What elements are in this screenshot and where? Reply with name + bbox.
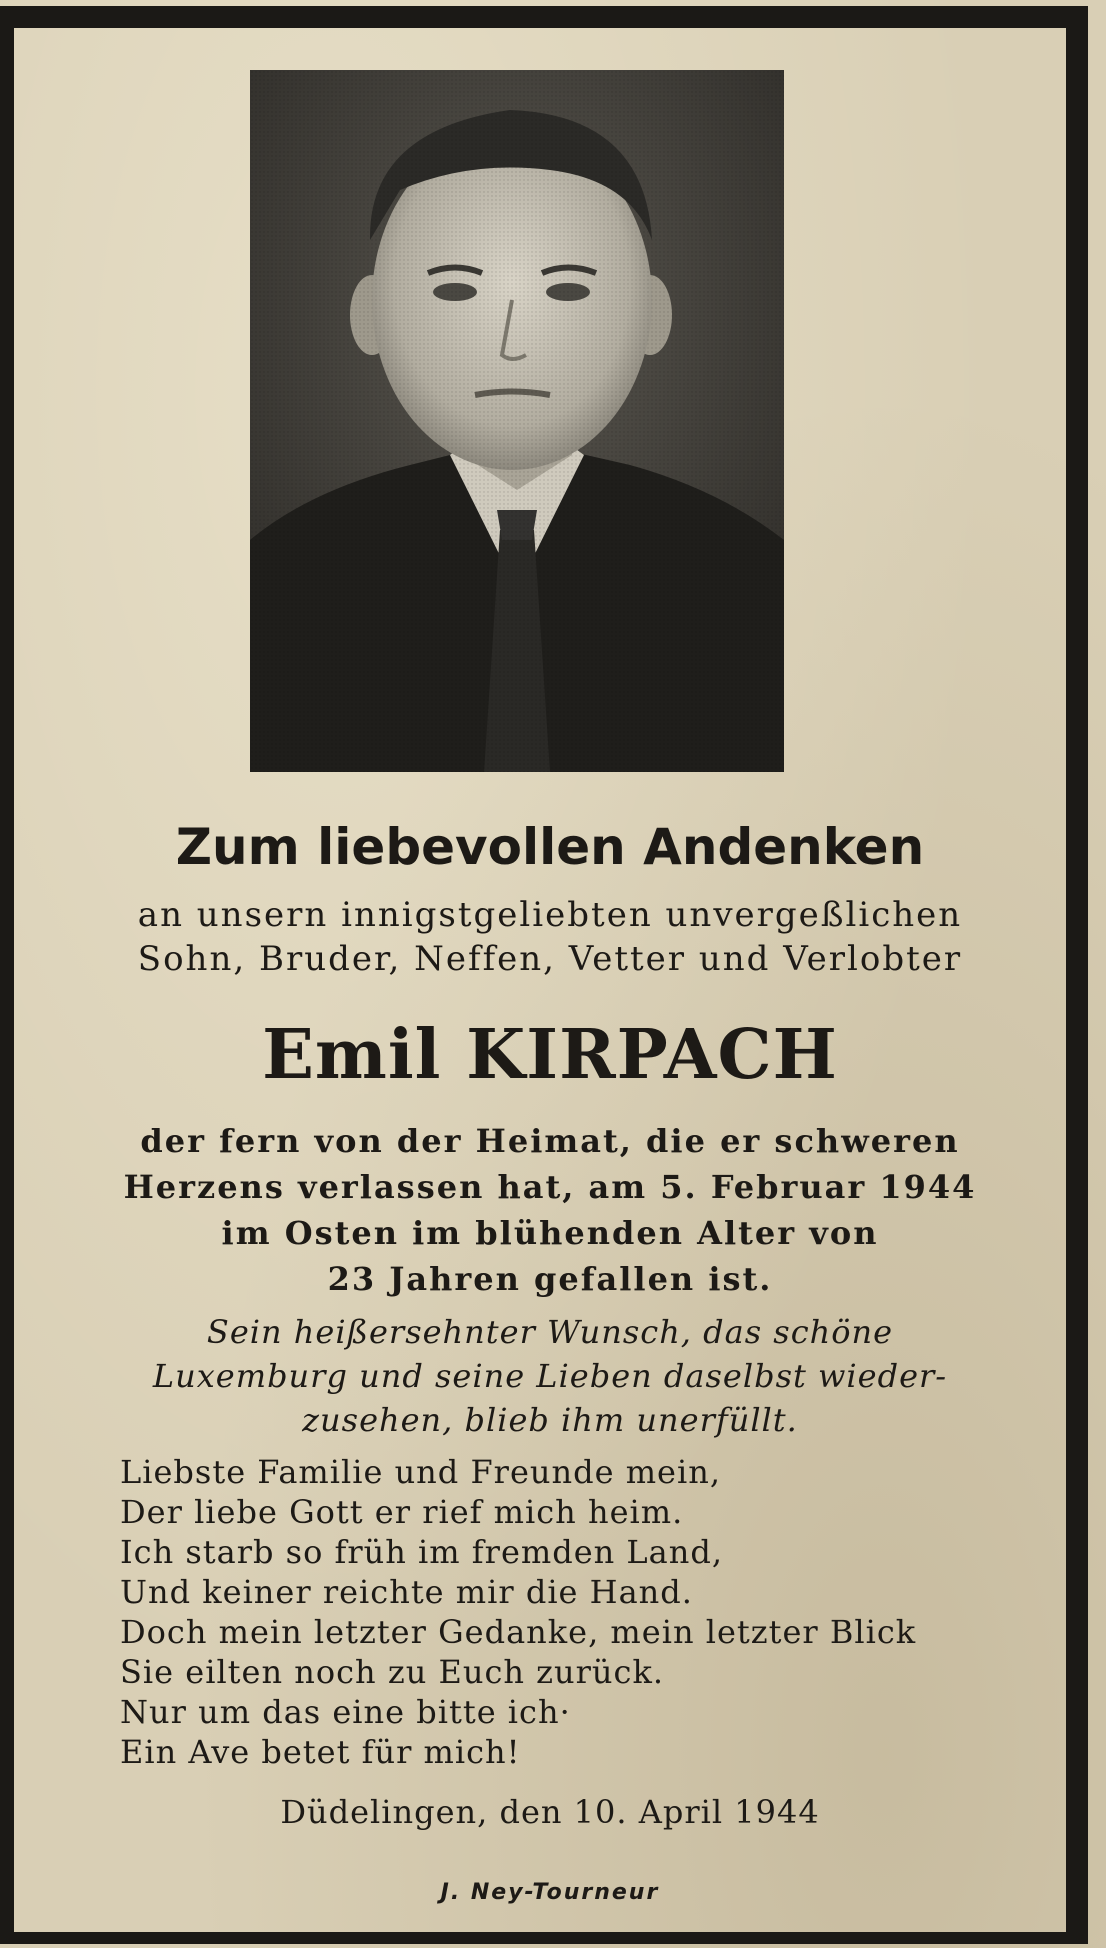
wish-line: Sein heißersehnter Wunsch, das schöne bbox=[206, 1313, 894, 1351]
wish-line: Luxemburg und seine Lieben daselbst wieder- bbox=[152, 1357, 948, 1395]
poem-line: Ich starb so früh im fremden Land, bbox=[120, 1533, 724, 1571]
printer-credit: J. Ney-Tourneur bbox=[440, 1880, 660, 1905]
death-line: 23 Jahren gefallen ist. bbox=[327, 1260, 773, 1298]
death-line: Herzens verlassen hat, am 5. Februar 1944 bbox=[123, 1168, 977, 1206]
deceased-name: Emil KIRPACH bbox=[262, 1015, 838, 1095]
heading: Zum liebevollen Andenken bbox=[175, 818, 925, 876]
death-line: der fern von der Heimat, die er schweren bbox=[140, 1122, 960, 1160]
poem-line: Doch mein letzter Gedanke, mein letzter Blick bbox=[120, 1613, 917, 1651]
poem-line: Der liebe Gott er rief mich heim. bbox=[120, 1493, 684, 1531]
poem-line: Liebste Familie und Freunde mein, bbox=[120, 1453, 721, 1491]
poem-line: Ein Ave betet für mich! bbox=[120, 1733, 521, 1771]
death-notice bbox=[40, 1118, 1060, 1302]
poem-line: Sie eilten noch zu Euch zurück. bbox=[120, 1653, 664, 1691]
wish-line: zusehen, blieb ihm unerfüllt. bbox=[302, 1401, 798, 1439]
poem bbox=[120, 1452, 1020, 1772]
wish-text bbox=[40, 1310, 1060, 1442]
intro-text bbox=[40, 893, 1060, 981]
place-date: Düdelingen, den 10. April 1944 bbox=[280, 1793, 820, 1831]
poem-line: Und keiner reichte mir die Hand. bbox=[120, 1573, 693, 1611]
poem-line: Nur um das eine bitte ich· bbox=[120, 1693, 571, 1731]
death-line: im Osten im blühenden Alter von bbox=[221, 1214, 879, 1252]
portrait-photo bbox=[250, 70, 784, 772]
intro-line: an unsern innigstgeliebten unvergeßlichen bbox=[137, 895, 963, 935]
intro-line: Sohn, Bruder, Neffen, Vetter und Verlobter bbox=[137, 939, 963, 979]
